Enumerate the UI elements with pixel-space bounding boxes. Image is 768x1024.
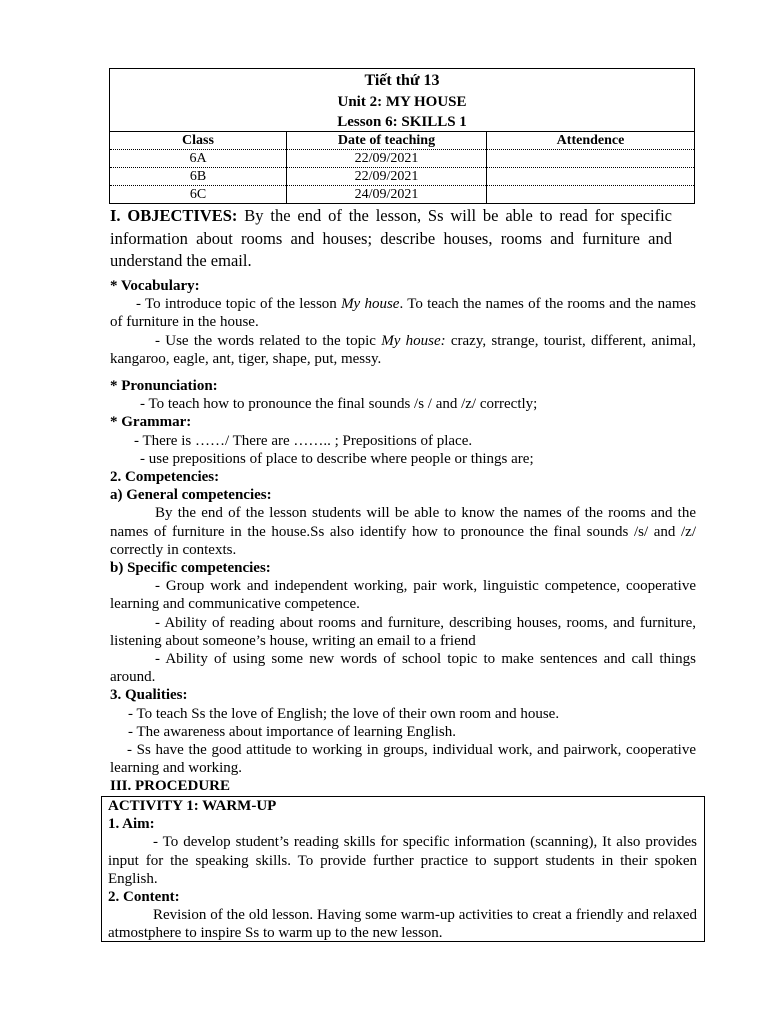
aim-heading: 1. Aim: [108,816,155,833]
aim-text: - To develop student’s reading skills for specific information (scanning), It also provides input for the speaking skills. To provide further practice to support students in their spoken English. [108,834,697,887]
table-row [110,150,694,168]
specific-competency-1: - Group work and independent working, pair work, linguistic competence, cooperative learning and communicative competence. [110,578,696,613]
class-cell: 6C [110,186,287,204]
grammar-line-1: - There is ……/ There are …….. ; Prepositions of place. [134,432,473,449]
pronunciation-line: - To teach how to pronounce the final sounds /s / and /z/ correctly; [140,396,538,413]
quality-line-1: - To teach Ss the love of English; the love of their own room and house. [128,705,560,722]
vocabulary-line-1 [110,295,696,331]
vocabulary-line-2 [110,332,696,368]
specific-competency-2: - Ability of reading about rooms and furniture, describing houses, rooms, and furniture, listening about someone’s house, writing an email to a friend [110,614,696,649]
specific-competencies-heading: b) Specific competencies: [110,560,271,577]
general-competencies-text: By the end of the lesson students will be able to know the names of the rooms and the names of furniture in the house.Ss also identify how to pronounce the final sounds /s/ and /z/ correctly in contexts. [110,505,696,558]
activity-1-box [101,796,705,942]
topic-emphasis: My house [341,296,400,313]
class-cell: 6A [110,150,287,168]
specific-competency-3: - Ability of using some new words of school topic to make sentences and call things around. [110,651,696,686]
quality-line-2: - The awareness about importance of learning English. [128,723,456,740]
pronunciation-heading: * Pronunciation: [110,378,218,394]
lesson-header-table [109,68,695,204]
quality-line-3: - Ss have the good attitude to working in groups, individual work, and pairwork, cooperative learning and working. [110,742,696,777]
date-cell: 24/09/2021 [287,186,487,204]
unit-title: Unit 2: MY HOUSE [337,94,467,110]
topic-emphasis: My house: [381,332,446,349]
lesson-title-block [110,69,694,131]
col-class-header: Class [110,132,287,150]
vocabulary-word-list: crazy, strange, tourist, different, animal, kangaroo, eagle, ant, tiger, shape, put, messy. [110,332,696,367]
objectives-paragraph [110,205,672,273]
schedule-table [110,131,694,203]
col-date-header: Date of teaching [287,132,487,150]
lesson-title: Lesson 6: SKILLS 1 [337,114,467,130]
date-cell: 22/09/2021 [287,150,487,168]
vocabulary-line-2-text: - Use the words related to the topic [155,332,382,349]
grammar-heading: * Grammar: [110,414,192,431]
general-competencies-heading: a) General competencies: [110,487,272,504]
date-cell: 22/09/2021 [287,168,487,186]
table-row [110,186,694,204]
objectives-text: By the end of the lesson, Ss will be able to read for specific information about rooms and houses; describe houses, rooms and furniture and understand the email. [110,206,673,270]
class-cell: 6B [110,168,287,186]
schedule-header-row [110,132,694,150]
procedure-heading: III. PROCEDURE [110,778,231,794]
table-row [110,168,694,186]
attendance-cell [487,168,695,186]
attendance-cell [487,186,695,204]
content-heading: 2. Content: [108,889,180,906]
vocabulary-line-1-rest: . To teach the names of the rooms and the names of furniture in the house. [110,296,696,331]
activity-1-title: ACTIVITY 1: WARM-UP [108,798,277,814]
vocabulary-section [110,277,696,368]
vocabulary-line-1-text: - To introduce topic of the lesson [136,296,342,313]
vocabulary-heading: * Vocabulary: [110,278,200,294]
grammar-line-2: - use prepositions of place to describe where people or things are; [140,450,534,467]
content-text: Revision of the old lesson. Having some warm-up activities to creat a friendly and relaxed atmostphere to inspire Ss to warm up to the new lesson. [108,907,697,942]
qualities-heading: 3. Qualities: [110,687,188,704]
pronunciation-section [110,377,696,777]
attendance-cell [487,150,695,168]
objectives-heading: I. OBJECTIVES: [110,206,238,225]
col-attendance-header: Attendence [487,132,695,150]
period-title: Tiết thứ 13 [364,72,440,89]
competencies-heading: 2. Competencies: [110,469,220,486]
